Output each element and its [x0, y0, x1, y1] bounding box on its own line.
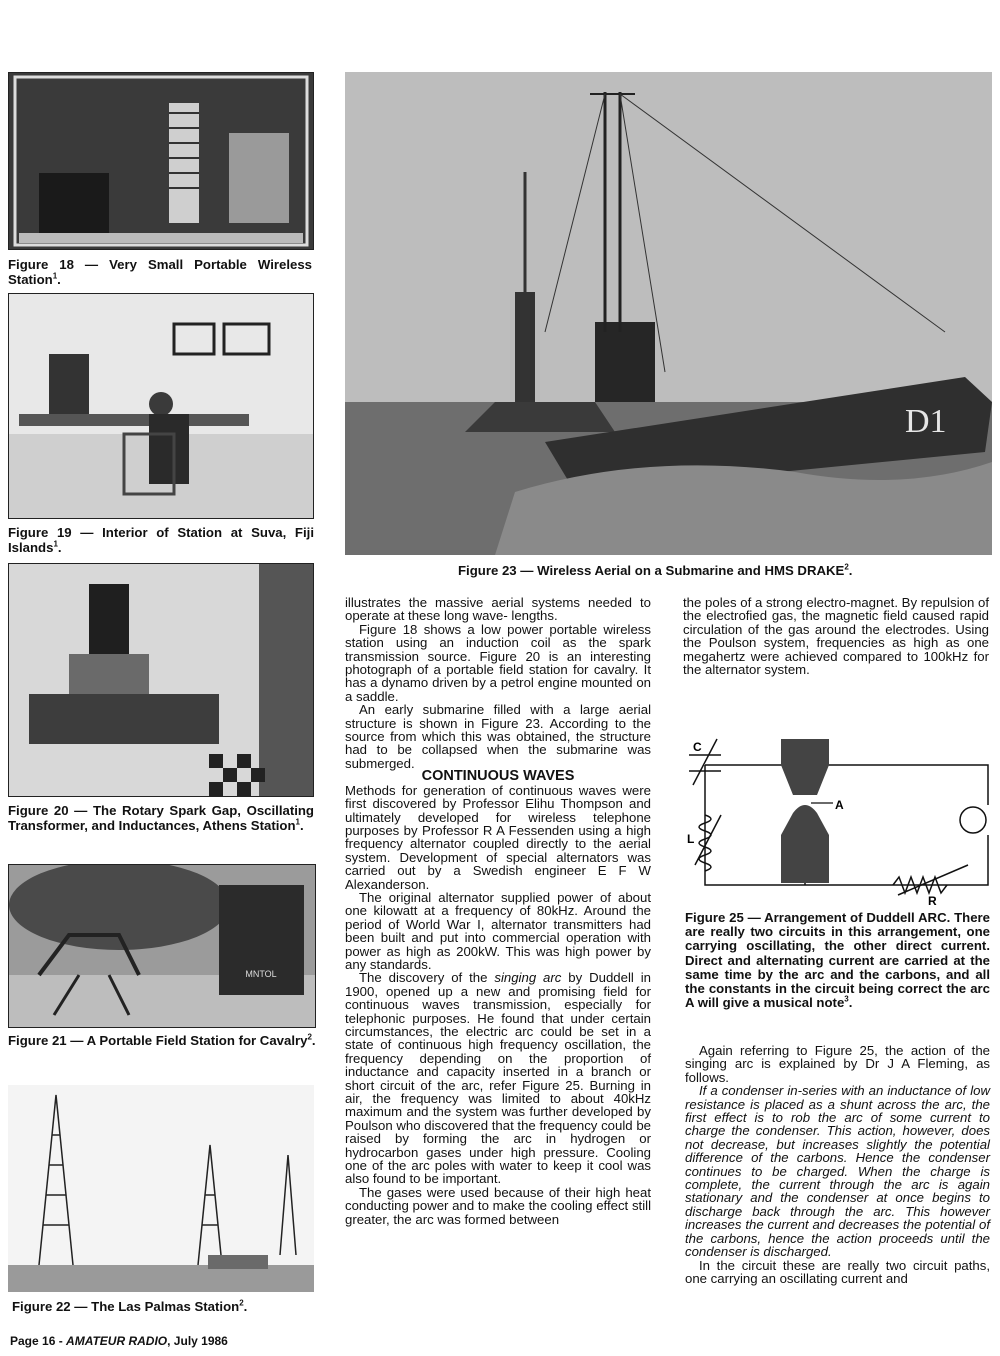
section-heading: CONTINUOUS WAVES	[421, 768, 575, 785]
diagram-label-r: R	[928, 894, 937, 908]
paragraph: The original alternator supplied power of about one kilowatt at a frequency of 80kHz. Around the period of World War I, alternator transmitters had been built and put into commercial operation with power as high as 200kW. This was high power by any standards.	[345, 889, 651, 972]
article-column-middle	[345, 596, 651, 1226]
article-column-right-bottom	[685, 1044, 990, 1285]
crate-label: MNTOL	[245, 969, 277, 979]
submarine-marking: D1	[905, 403, 947, 440]
paragraph: the poles of a strong electro-magnet. By repulsion of the electrofied gas, the magnetic field caused rapid circulation of the gas around the electrodes. Using the Poulson system, frequencies as high as one megahertz were achieved compared to 100kHz for the alternator system.	[683, 595, 989, 678]
diagram-label-a: A	[835, 798, 844, 812]
paragraph: The discovery of the singing arc by Duddell in 1900, opened up a new and promising field for continuous waves transmission, especially for telephonic purposes. He found that under certain circumstances, the electric arc could be set in a state of continuous high frequency oscillation, the frequency depending on the proportion of inductance and capacity inserted in a branch or short circuit of the arc, refer Figure 25. Burning in air, the frequency was limited to about 40kHz maximum and the system was further developed by Poulson who discovered that the frequency could be raised by forming the arc in hydrogen or hydrocarbon gases under high pressure. Cooling one of the arc poles with water to keep it cool was also found to be important.	[345, 970, 651, 1187]
figure-20-photo	[8, 563, 314, 797]
paragraph: An early submarine filled with a large aerial structure is shown in Figure 23. According to the source from which this was obtained, the structure had to be collapsed when the submarine was submerged.	[345, 702, 651, 771]
figure-19-photo	[8, 293, 314, 519]
page-footer: Page 16 - AMATEUR RADIO, July 1986	[10, 1334, 228, 1348]
paragraph: In the circuit these are really two circuit paths, one carrying an oscillating current and	[685, 1257, 990, 1286]
figure-21-caption: Figure 21 — A Portable Field Station for Cavalry$^2$.	[8, 1032, 316, 1048]
figure-23-photo	[345, 72, 992, 555]
paragraph: Methods for generation of continuous waves were first discovered by Professor Elihu Thompson and ultimately developed for wireless telephone purposes by Professor R A Fessenden using a high frequency alternator coupled directly to the aerial system. Development of special alternators was carried out by a Swedish engineer E F W Alexanderson.	[345, 782, 651, 892]
paragraph: Figure 18 shows a low power portable wireless station using an induction coil as the spark transmission source. Figure 20 is an interesting photograph of a portable field station for cavalry. It has a dynamo driven by a petrol engine mounted on a saddle.	[345, 621, 651, 704]
paragraph: illustrates the massive aerial systems needed to operate at these long wave- lengths.	[345, 595, 651, 624]
figure-21-photo	[8, 864, 316, 1028]
diagram-label-l: L	[687, 832, 695, 846]
figure-22-caption: Figure 22 — The Las Palmas Station$^2$.	[12, 1298, 248, 1314]
figure-23-caption: Figure 23 — Wireless Aerial on a Submarine and HMS DRAKE$^2$.	[458, 562, 853, 578]
figure-25-caption: Figure 25 — Arrangement of Duddell ARC. There are really two circuits in this arrangement, one carrying oscillating, the other direct current. Direct and alternating current are carried at the same time by the arc and the carbons, and all the constants in the circuit being correct the arc A will give a musical note$^3$.	[685, 910, 990, 1011]
figure-20-caption: Figure 20 — The Rotary Spark Gap, Oscillating Transformer, and Inductances, Athens Station$^1$.	[8, 803, 314, 833]
diagram-label-c: C	[693, 740, 702, 754]
paragraph: Again referring to Figure 25, the action of the singing arc is explained by Dr J A Fleming, as follows.	[685, 1043, 990, 1085]
paragraph: The gases were used because of their high heat conducting power and to make the cooling effect still greater, the arc was formed between	[345, 1184, 651, 1227]
figure-19-caption: Figure 19 — Interior of Station at Suva, Fiji Islands$^1$.	[8, 525, 314, 555]
paragraph: If a condenser in-series with an inductance of low resistance is placed as a shunt across the arc, the first effect is to rob the arc of some current to charge the condenser. This action, however, does not decrease, but increases slightly the potential difference of the carbons. Hence the condenser continues to be charged. When the charge is complete, the current through the arc is again stationary and the condenser at once begins to discharge back through the arc. This however increases the current and decreases the potential of the carbons, hence the action proceeds until the condenser is discharged.	[685, 1083, 990, 1260]
figure-25-diagram	[683, 735, 991, 910]
figure-22-photo	[8, 1085, 314, 1292]
figure-18-photo	[8, 72, 314, 250]
article-column-right-top	[683, 596, 989, 676]
figure-18-caption: Figure 18 — Very Small Portable Wireless Station$^1$.	[8, 257, 312, 287]
